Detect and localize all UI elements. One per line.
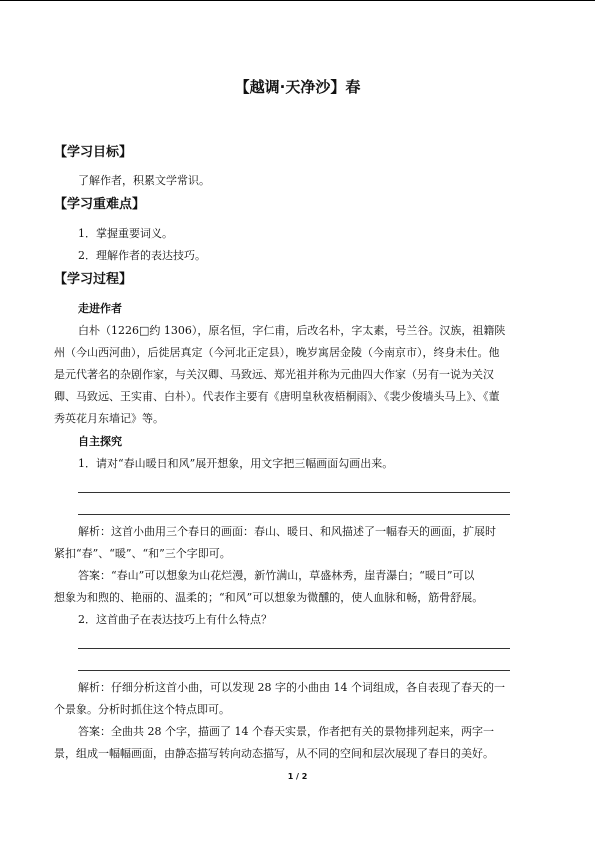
answer-blank-line [78,514,510,515]
author-line-5: 秀英花月东墙记》等。 [54,412,164,425]
difficulty-item-2: 2．理解作者的表达技巧。 [78,249,206,262]
page-title: 【越调·天净沙】春 [234,78,361,96]
page-number: 1 / 2 [287,772,308,781]
question-1: 1．请对“春山暖日和风”展开想象，用文字把三幅画面勾画出来。 [78,457,394,470]
explore-heading: 自主探究 [78,435,122,448]
answer-blank-line [78,648,510,649]
answer-blank-line [78,492,510,493]
header-rule [0,0,595,1]
q2-analysis-line-1: 解析：仔细分析这首小曲，可以发现 28 字的小曲由 14 个词组成，各自表现了春天的一 [78,681,505,694]
q1-analysis-line-2: 紧扣“春”、“暖”、“和”三个字即可。 [54,547,231,560]
author-line-3: 是元代著名的杂剧作家，与关汉卿、马致远、郑光祖并称为元曲四大作家（另有一说为关汉 [54,368,494,381]
q1-answer-line-2: 想象为和煦的、艳丽的、温柔的；“和风”可以想象为微醺的，使人血脉和畅，筋骨舒展。 [54,591,484,604]
process-heading: 【学习过程】 [54,272,133,287]
q1-analysis-line-1: 解析：这首小曲用三个春日的画面：春山、暖日、和风描述了一幅春天的画面，扩展时 [78,525,496,538]
author-heading: 走进作者 [78,302,122,315]
q2-answer-line-1: 答案：全曲共 28 个字，描画了 14 个春天实景，作者把有关的景物排列起来，两字一 [78,725,494,738]
difficulties-heading: 【学习重难点】 [54,197,146,212]
answer-blank-line [78,670,510,671]
q2-answer-line-2: 景，组成一幅幅画面，由静态描写转向动态描写，从不同的空间和层次展现了春日的美好。 [54,747,494,760]
author-line-4: 卿、马致远、王实甫、白朴）。代表作主要有《唐明皇秋夜梧桐雨》、《裴少俊墙头马上》、《董 [54,390,500,403]
question-2: 2．这首曲子在表达技巧上有什么特点？ [78,613,272,626]
author-line-2: 州（今山西河曲），后徙居真定（今河北正定县），晚岁寓居金陵（今南京市），终身未仕。他 [54,346,500,359]
author-line-1: 白朴（1226□约 1306），原名恒，字仁甫，后改名朴，字太素，号兰谷。汉族，祖籍陕 [78,324,506,337]
goals-heading: 【学习目标】 [54,145,133,160]
q2-analysis-line-2: 个景象。分析时抓住这个特点即可。 [54,703,230,716]
goals-text: 了解作者，积累文学常识。 [78,174,210,187]
difficulty-item-1: 1．掌握重要词义。 [78,227,173,240]
q1-answer-line-1: 答案：“春山”可以想象为山花烂漫，新竹满山，草盛林秀，崖青瀑白；“暖日”可以 [78,569,475,582]
